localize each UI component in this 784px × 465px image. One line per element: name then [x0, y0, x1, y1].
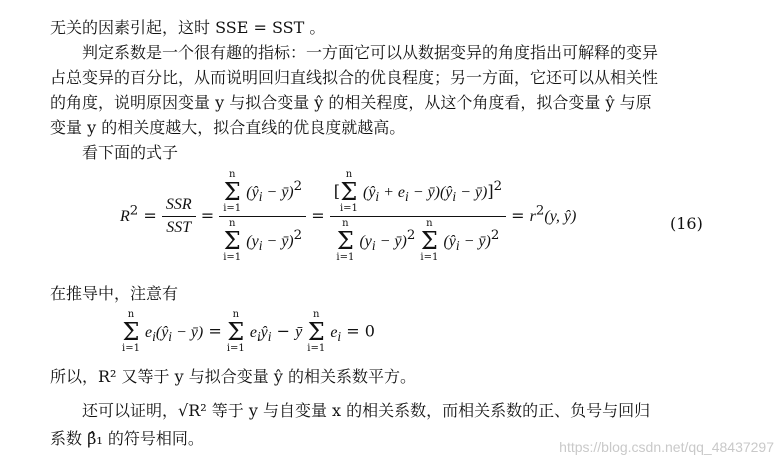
equation-number: (16) — [670, 214, 703, 233]
text-line: 还可以证明，√R² 等于 y 与自变量 x 的相关系数，而相关系数的正、负号与回归 — [82, 401, 651, 420]
equation-residual: n Σ i=1 $e_i(ŷ_i$ − ȳ) = n Σ i=1 $e_iŷ_i$ − ȳ n Σ i=1 $e_i = 0$ — [122, 309, 375, 354]
text-line: 看下面的式子 — [82, 143, 179, 162]
text-line: 系数 β̂₁ 的符号相同。 — [50, 429, 204, 448]
text-line: 无关的因素引起，这时 SSE = SST 。 — [50, 18, 326, 37]
text-line: 变量 y 的相关度越大，拟合直线的优良度就越高。 — [50, 118, 406, 137]
text-line: 在推导中，注意有 — [50, 284, 179, 303]
equation-16: $R^2$ = $\frac{\text{SSR}}{\text{SST}}$ = n Σ i=1 ($ŷ_i$ − ȳ)$^2$ n Σ i=1 ($y_i$ − ȳ)$^2$ = [ n Σ i=1 ($ŷ_i + e_i$ − $ȳ)(ŷ_i$ − ȳ)]$^2$ n Σ i=1 ($y_i$ − ȳ)$^2$ n Σ i=1 ($ŷ_i$ − ȳ)$^2$ = $r^2(y$, ŷ) — [120, 169, 577, 263]
text-line: 判定系数是一个很有趣的指标：一方面它可以从数据变异的角度指出可解释的变异 — [82, 43, 659, 62]
text-line: 占总变异的百分比，从而说明回归直线拟合的优良程度；另一方面，它还可以从相关性 — [50, 68, 659, 87]
watermark: https://blog.csdn.net/qq_48437297 — [559, 439, 774, 455]
text-line: 所以，R² 又等于 y 与拟合变量 ŷ 的相关系数平方。 — [50, 367, 416, 386]
text-line: 的角度，说明原因变量 y 与拟合变量 ŷ 的相关程度，从这个角度看，拟合变量 ŷ 与原 — [50, 93, 652, 112]
